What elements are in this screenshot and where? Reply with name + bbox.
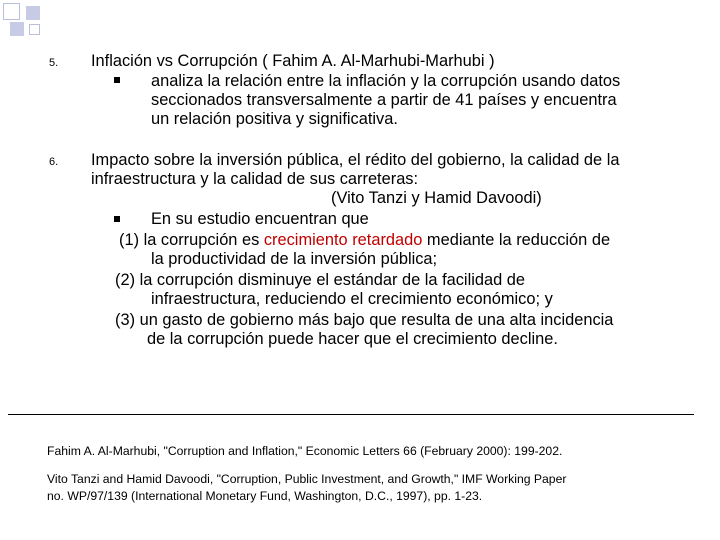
point-3-cont: de la corrupción puede hacer que el crecimiento decline.	[147, 330, 558, 348]
point-3: (3) un gasto de gobierno más bajo que resulta de una alta incidencia	[115, 311, 614, 329]
point-1-cont: la productividad de la inversión pública;	[151, 250, 438, 268]
item-title: infraestructura y la calidad de sus carreteras:	[91, 170, 419, 188]
footnote-1: Fahim A. Al-Marhubi, "Corruption and Inflation," Economic Letters 66 (February 2000): 199-202.	[47, 444, 563, 458]
point-1-prefix: (1) la corrupción es	[119, 231, 264, 249]
bullet-icon	[114, 77, 120, 83]
authors: (Vito Tanzi y Hamid Davoodi)	[331, 189, 542, 207]
footnote-divider	[8, 414, 694, 415]
bullet-icon	[114, 216, 120, 222]
decor-square	[26, 6, 40, 20]
item-number: 6.	[49, 156, 59, 168]
footnote-2: Vito Tanzi and Hamid Davoodi, "Corruption, Public Investment, and Growth," IMF Working Paper	[47, 472, 567, 486]
item-title: Impacto sobre la inversión pública, el rédito del gobierno, la calidad de la	[91, 151, 620, 169]
point-2: (2) la corrupción disminuye el estándar de la facilidad de	[115, 271, 525, 289]
item-title: Inflación vs Corrupción ( Fahim A. Al-Marhubi-Marhubi )	[91, 52, 495, 70]
point-1-suffix: mediante la reducción de	[422, 231, 611, 249]
bullet-text: un relación positiva y significativa.	[151, 110, 398, 128]
decor-square	[29, 24, 40, 35]
point-1-highlight: crecimiento retardado	[263, 231, 423, 249]
footnote-2-cont: no. WP/97/139 (International Monetary Fund, Washington, D.C., 1997), pp. 1-23.	[47, 489, 483, 503]
point-2-cont: infraestructura, reduciendo el crecimiento económico; y	[151, 290, 553, 308]
bullet-text: analiza la relación entre la inflación y la corrupción usando datos	[151, 72, 621, 90]
bullet-text: seccionados transversalmente a partir de 41 países y encuentra	[151, 91, 617, 109]
point-1	[119, 231, 610, 250]
decor-square	[3, 3, 20, 20]
decor-square	[10, 22, 24, 36]
item-number: 5.	[49, 57, 59, 69]
bullet-text: En su estudio encuentran que	[151, 210, 369, 228]
